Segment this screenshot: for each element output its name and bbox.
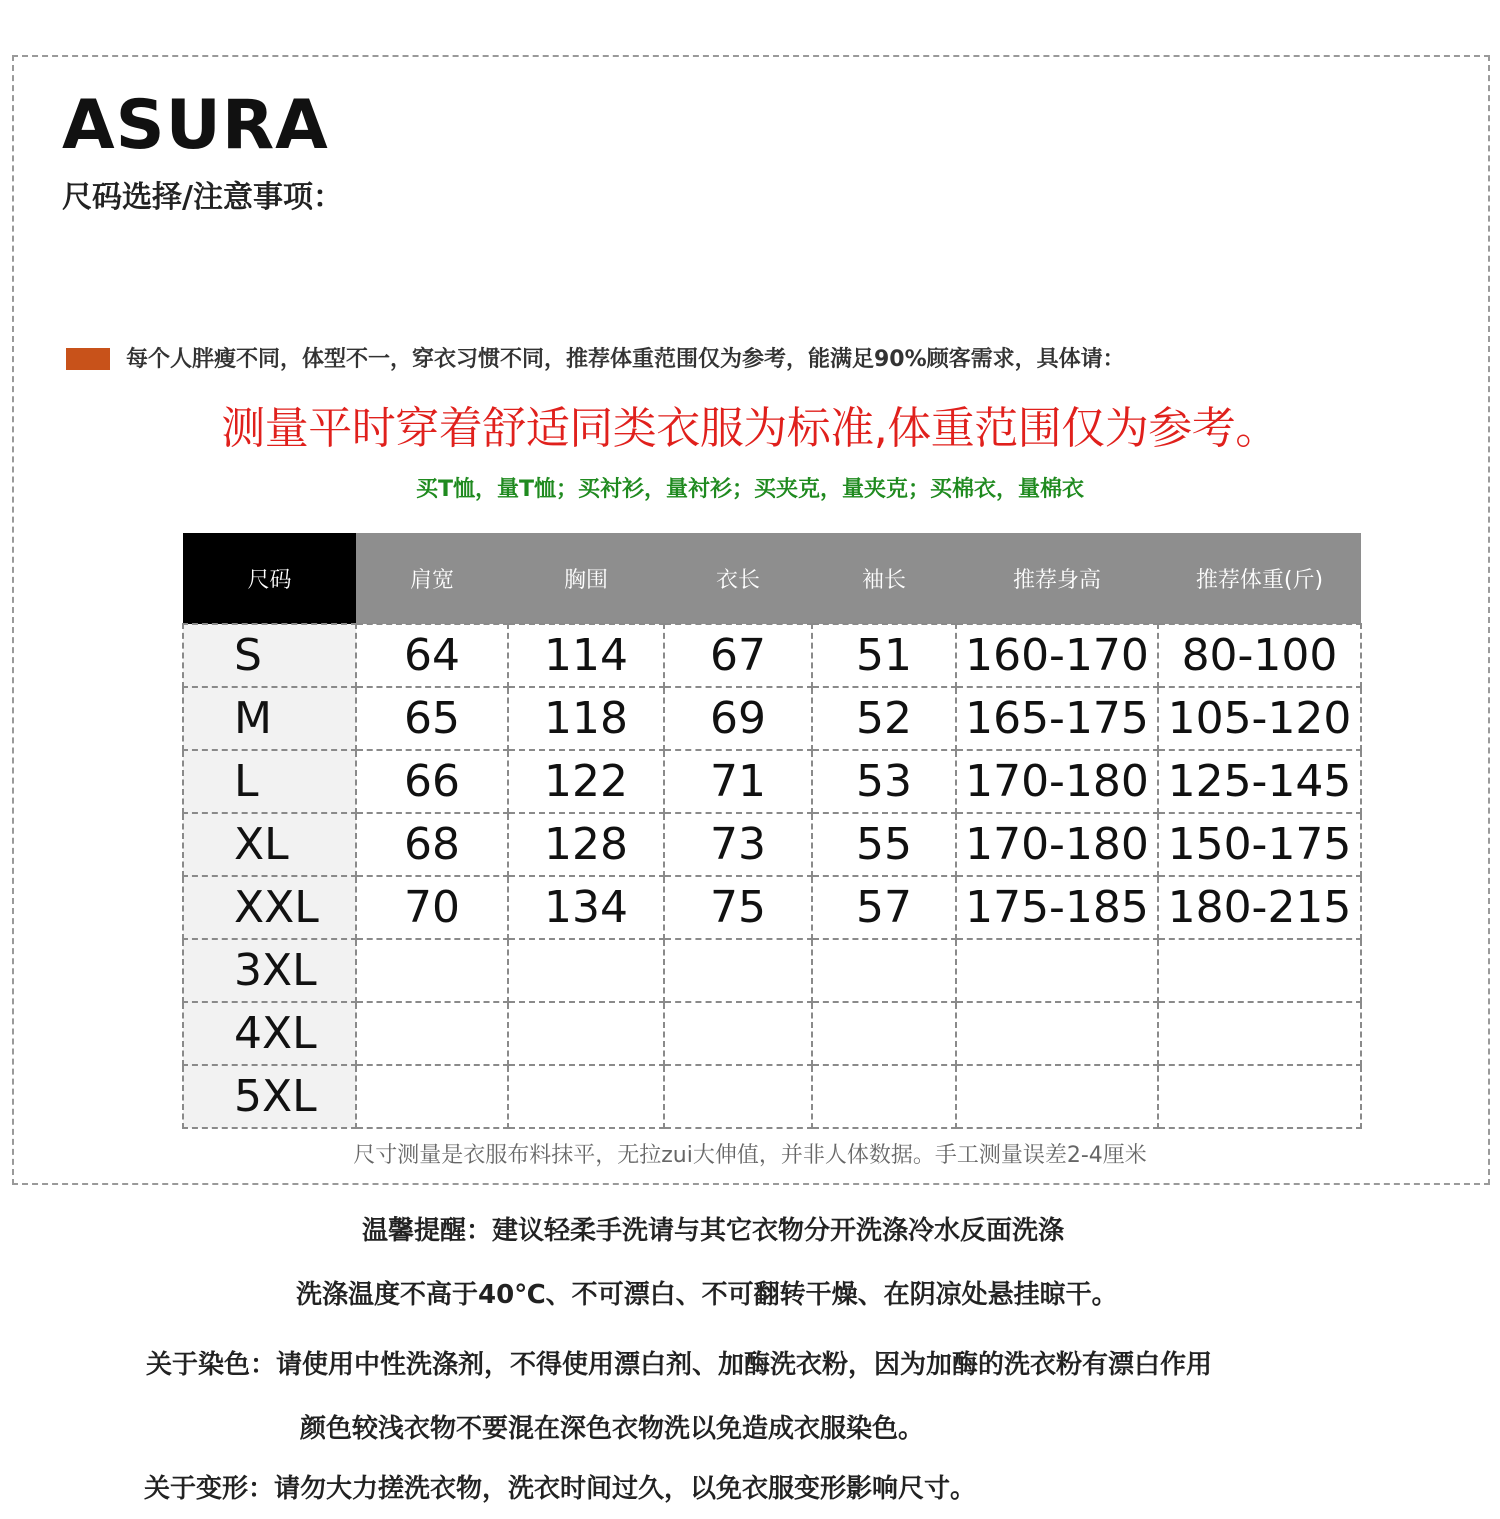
size-cell: M <box>183 687 356 750</box>
table-cell: 170-180 <box>956 750 1158 813</box>
dye-note-line: 关于染色：请使用中性洗涤剂，不得使用漂白剂、加酶洗衣粉，因为加酶的洗衣粉有漂白作用 <box>146 1350 1213 1380</box>
table-cell <box>356 1065 508 1128</box>
table-row <box>183 876 1361 939</box>
table-cell: 122 <box>508 750 664 813</box>
table-cell <box>812 1002 956 1065</box>
table-cell: 64 <box>356 624 508 687</box>
table-cell <box>508 1065 664 1128</box>
table-cell <box>664 1065 812 1128</box>
table-cell: 150-175 <box>1158 813 1361 876</box>
header-height: 推荐身高 <box>956 533 1158 624</box>
size-cell: L <box>183 750 356 813</box>
header-shoulder: 肩宽 <box>356 533 508 624</box>
table-cell: 134 <box>508 876 664 939</box>
table-cell <box>664 939 812 1002</box>
header-chest: 胸围 <box>508 533 664 624</box>
table-cell: 175-185 <box>956 876 1158 939</box>
size-cell: XL <box>183 813 356 876</box>
table-cell: 160-170 <box>956 624 1158 687</box>
table-row <box>183 624 1361 687</box>
table-row <box>183 813 1361 876</box>
table-cell: 70 <box>356 876 508 939</box>
table-cell <box>1158 1002 1361 1065</box>
table-cell <box>956 1002 1158 1065</box>
size-table <box>182 533 1362 1129</box>
header-length: 衣长 <box>664 533 812 624</box>
table-cell <box>956 1065 1158 1128</box>
table-cell: 65 <box>356 687 508 750</box>
care-tip-line: 洗涤温度不高于40℃、不可漂白、不可翻转干燥、在阴凉处悬挂晾干。 <box>296 1280 1118 1310</box>
size-cell: 3XL <box>183 939 356 1002</box>
table-row <box>183 1065 1361 1128</box>
header-size: 尺码 <box>183 533 356 624</box>
table-cell: 128 <box>508 813 664 876</box>
header-sleeve: 袖长 <box>812 533 956 624</box>
table-cell: 170-180 <box>956 813 1158 876</box>
size-cell: S <box>183 624 356 687</box>
table-row <box>183 687 1361 750</box>
notice-text: 每个人胖瘦不同，体型不一，穿衣习惯不同，推荐体重范围仅为参考，能满足90%顾客需求，具体请： <box>126 347 1125 372</box>
size-cell: XXL <box>183 876 356 939</box>
measurement-note: 尺寸测量是衣服布料抹平，无拉zui大伸值，并非人体数据。手工测量误差2-4厘米 <box>353 1143 1147 1168</box>
table-cell: 69 <box>664 687 812 750</box>
table-cell: 80-100 <box>1158 624 1361 687</box>
header-weight: 推荐体重(斤) <box>1158 533 1361 624</box>
table-cell: 67 <box>664 624 812 687</box>
dye-note-line: 颜色较浅衣物不要混在深色衣物洗以免造成衣服染色。 <box>300 1414 925 1444</box>
table-cell: 55 <box>812 813 956 876</box>
table-cell: 75 <box>664 876 812 939</box>
measure-tip: 买T恤，量T恤；买衬衫，量衬衫；买夹克，量夹克；买棉衣，量棉衣 <box>415 477 1085 502</box>
table-cell: 165-175 <box>956 687 1158 750</box>
table-row <box>183 939 1361 1002</box>
headline-red: 测量平时穿着舒适同类衣服为标准,体重范围仅为参考。 <box>221 403 1279 454</box>
table-cell: 180-215 <box>1158 876 1361 939</box>
section-title: 尺码选择/注意事项： <box>62 180 343 215</box>
table-cell <box>356 939 508 1002</box>
table-cell <box>812 939 956 1002</box>
table-cell: 118 <box>508 687 664 750</box>
table-cell <box>356 1002 508 1065</box>
table-cell: 71 <box>664 750 812 813</box>
care-tip-line: 温馨提醒：建议轻柔手洗请与其它衣物分开洗涤冷水反面洗涤 <box>362 1216 1065 1246</box>
table-cell: 66 <box>356 750 508 813</box>
brand-logo: ASURA <box>62 86 329 165</box>
table-cell <box>812 1065 956 1128</box>
bullet-marker <box>66 348 110 370</box>
table-cell: 114 <box>508 624 664 687</box>
table-cell <box>664 1002 812 1065</box>
table-row <box>183 750 1361 813</box>
table-cell: 52 <box>812 687 956 750</box>
deform-note-line: 关于变形：请勿大力搓洗衣物，洗衣时间过久，以免衣服变形影响尺寸。 <box>144 1474 977 1504</box>
table-cell: 105-120 <box>1158 687 1361 750</box>
table-cell: 125-145 <box>1158 750 1361 813</box>
table-cell: 68 <box>356 813 508 876</box>
table-cell: 73 <box>664 813 812 876</box>
table-cell: 57 <box>812 876 956 939</box>
size-cell: 5XL <box>183 1065 356 1128</box>
size-cell: 4XL <box>183 1002 356 1065</box>
table-cell: 51 <box>812 624 956 687</box>
table-cell <box>956 939 1158 1002</box>
table-cell: 53 <box>812 750 956 813</box>
table-cell <box>508 939 664 1002</box>
table-cell <box>1158 1065 1361 1128</box>
table-cell <box>508 1002 664 1065</box>
table-header-row <box>183 533 1361 624</box>
table-cell <box>1158 939 1361 1002</box>
table-row <box>183 1002 1361 1065</box>
